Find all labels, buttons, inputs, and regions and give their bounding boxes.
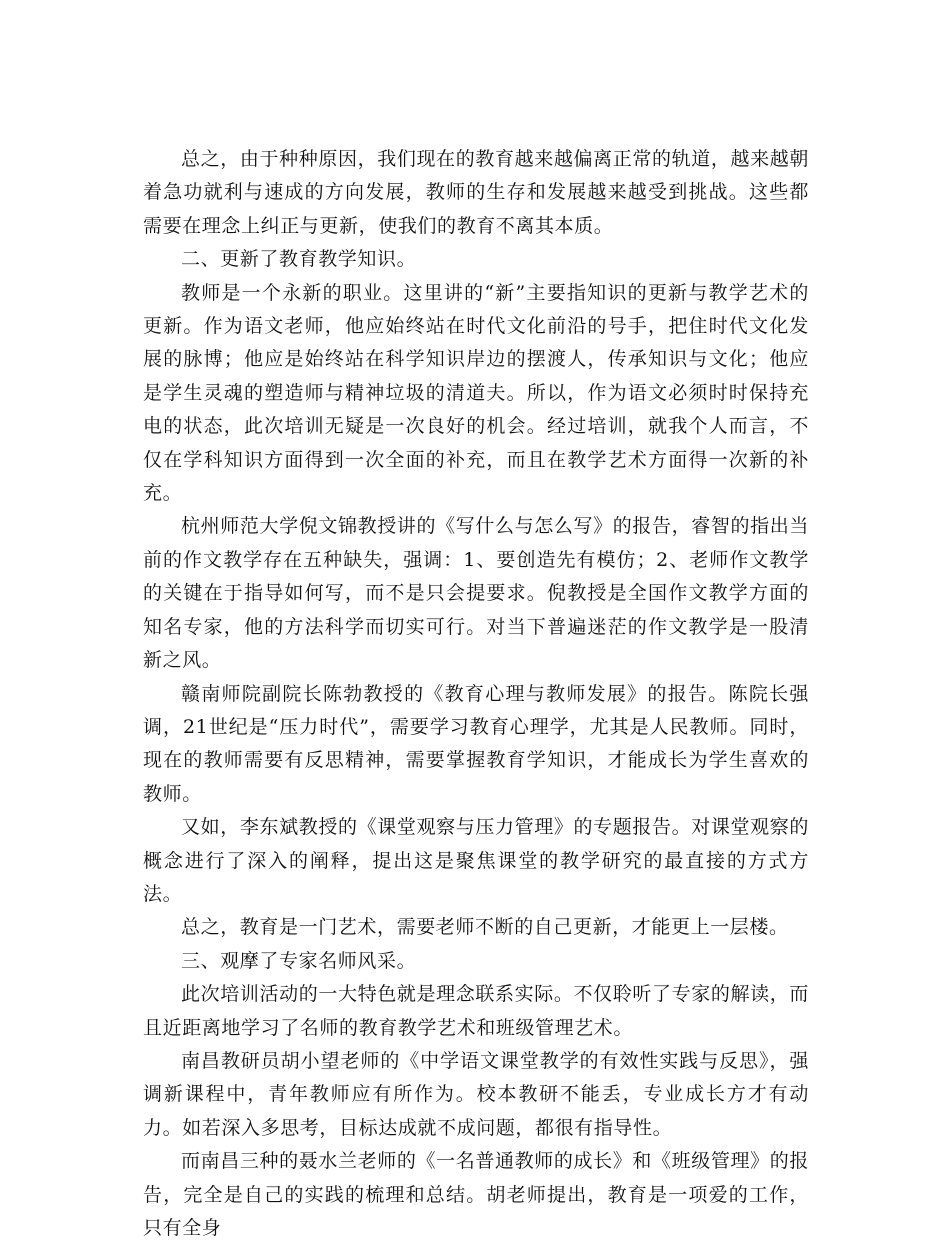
paragraph-nie-shuilan-report: 而南昌三种的聂水兰老师的《一名普通教师的成长》和《班级管理》的报告，完全是自己的实践的梳理和总结。胡老师提出，教育是一项爱的工作，只有全身	[143, 1150, 809, 1239]
document-body	[143, 143, 809, 1245]
paragraph-teacher-renewal: 教师是一个永新的职业。这里讲的“新”主要指知识的更新与教学艺术的更新。作为语文老师，他应始终站在时代文化前沿的号手，把住时代文化发展的脉博；他应是始终站在科学知识岸边的摆渡人，传承知识与文化；他应是学生灵魂的塑造师与精神垃圾的清道夫。所以，作为语文必须时时保持充电的状态，此次培训无疑是一次良好的机会。经过培训，就我个人而言，不仅在学科知识方面得到一次全面的补充，而且在教学艺术方面得一次新的补充。	[143, 281, 809, 505]
paragraph-hu-xiaowang-report: 南昌教研员胡小望老师的《中学语文课堂教学的有效性实践与反思》，强调新课程中，青年教师应有所作为。校本教研不能丢，专业成长方才有动力。如若深入多思考，目标达成就不成问题，都很有指导性。	[143, 1049, 809, 1139]
paragraph-training-feature: 此次培训活动的一大特色就是理念联系实际。不仅聆听了专家的解读，而且近距离地学习了名师的教育教学艺术和班级管理艺术。	[143, 983, 809, 1039]
paragraph-li-dongbin-report: 又如，李东斌教授的《课堂观察与压力管理》的专题报告。对课堂观察的概念进行了深入的阐释，提出这是聚焦课堂的教学研究的最直接的方式方法。	[143, 816, 809, 905]
section-heading-2: 二、更新了教育教学知识。	[181, 248, 417, 271]
paragraph-chen-bo-report: 赣南师院副院长陈勃教授的《教育心理与教师发展》的报告。陈院长强调，21世纪是“压力时代”，需要学习教育心理学，尤其是人民教师。同时，现在的教师需要有反思精神，需要掌握教育学知识，才能成长为学生喜欢的教师。	[143, 682, 809, 805]
paragraph-summary-2: 总之，教育是一门艺术，需要老师不断的自己更新，才能更上一层楼。	[181, 916, 789, 939]
section-heading-3: 三、观摩了专家名师风采。	[181, 949, 417, 972]
paragraph-summary-1: 总之，由于种种原因，我们现在的教育越来越偏离正常的轨道，越来越朝着急功就利与速成的方向发展，教师的生存和发展越来越受到挑战。这些都需要在理念上纠正与更新，使我们的教育不离其本质。	[143, 148, 809, 237]
paragraph-ni-wenjin-report: 杭州师范大学倪文锦教授讲的《写什么与怎么写》的报告，睿智的指出当前的作文教学存在五种缺失，强调：1、要创造先有模仿；2、老师作文教学的关键在于指导如何写，而不是只会提要求。倪教授是全国作文教学方面的知名专家，他的方法科学而切实可行。对当下普遍迷茫的作文教学是一股清新之风。	[143, 515, 809, 672]
